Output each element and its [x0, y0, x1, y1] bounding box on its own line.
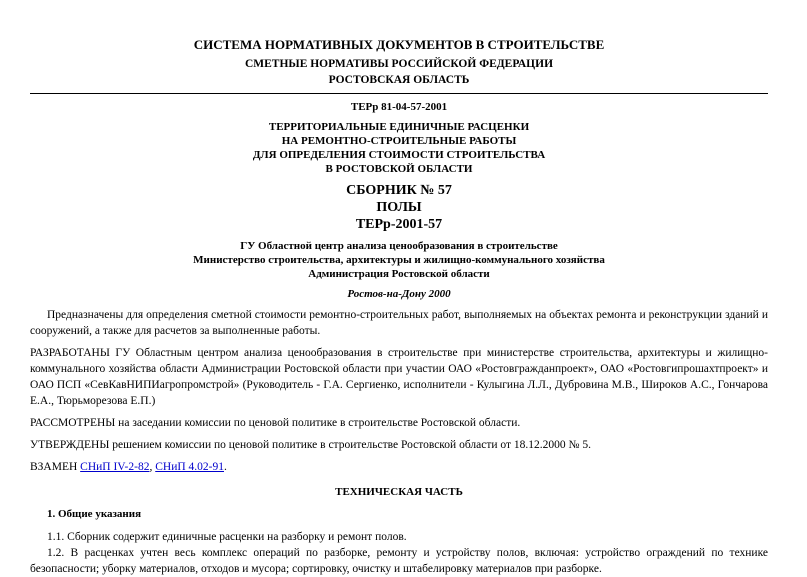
collection-code: ТЕРр-2001-57: [355, 217, 443, 232]
snip-iv-2-82-link[interactable]: СНиП IV-2-82: [80, 461, 150, 473]
title-line3: ДЛЯ ОПРЕДЕЛЕНИЯ СТОИМОСТИ СТРОИТЕЛЬСТВА: [252, 149, 546, 161]
collection-name: ПОЛЫ: [376, 200, 422, 215]
clause-1-1: 1.1. Сборник содержит единичные расценки на разборку и ремонт полов.: [47, 531, 407, 543]
norms-heading-line2: РОСТОВСКАЯ ОБЛАСТЬ: [328, 74, 470, 86]
collection-number: СБОРНИК № 57: [346, 183, 452, 198]
title-line1: ТЕРРИТОРИАЛЬНЫЕ ЕДИНИЧНЫЕ РАСЦЕНКИ: [268, 121, 530, 133]
replaces-paragraph: [30, 459, 768, 475]
developed-paragraph: РАЗРАБОТАНЫ ГУ Областным центром анализа ценообразования в строительстве при министерстве строительства, архитектуры и жилищно-коммунального хозяйства области Администрации Ростовской области при участии ОАО «Ростовгражданпроект», ОАО «Ростовгипрошахтпроект» и ОАО ПСП «СевКавНИПИагропромстрой» (Руководитель - Г.А. Сергиенко, исполнители - Кулыгина Л.Л., Дубровина М.В., Широков А.С., Гончарова Е.А., Тюрьморезова Е.П.): [30, 347, 768, 407]
org-line1: ГУ Областной центр анализа ценообразования в строительстве: [240, 240, 558, 252]
header-divider: [30, 93, 768, 94]
link-separator: ,: [149, 461, 156, 473]
section-1-heading: 1. Общие указания: [47, 508, 142, 520]
document-page: [30, 36, 768, 577]
approved-paragraph: УТВЕРЖДЕНЫ решением комиссии по ценовой политике в строительстве Ростовской области от 18.12.2000 № 5.: [30, 439, 592, 451]
replaces-label: ВЗАМЕН: [30, 461, 81, 473]
org-line2: Министерство строительства, архитектуры и жилищно-коммунального хозяйства: [193, 254, 605, 266]
purpose-paragraph: Предназначены для определения сметной стоимости ремонтно-строительных работ, выполняемых на объектах ремонта и реконструкции зданий и сооружений, а также для расчетов за выполненные работы.: [30, 309, 768, 337]
title-line2: НА РЕМОНТНО-СТРОИТЕЛЬНЫЕ РАБОТЫ: [281, 135, 517, 147]
norms-heading-line1: СМЕТНЫЕ НОРМАТИВЫ РОССИЙСКОЙ ФЕДЕРАЦИИ: [244, 58, 554, 70]
tech-part-heading: ТЕХНИЧЕСКАЯ ЧАСТЬ: [335, 486, 463, 498]
snip-4-02-91-link[interactable]: СНиП 4.02-91: [155, 461, 224, 473]
org-line3: Администрация Ростовской области: [308, 268, 490, 280]
doc-code: ТЕРр 81-04-57-2001: [350, 101, 448, 113]
reviewed-paragraph: РАССМОТРЕНЫ на заседании комиссии по ценовой политике в строительстве Ростовской области.: [30, 417, 521, 429]
title-line4: В РОСТОВСКОЙ ОБЛАСТИ: [325, 163, 473, 175]
place-year: Ростов-на-Дону 2000: [347, 288, 451, 300]
clause-1-2: 1.2. В расценках учтен весь комплекс операций по разборке, ремонту и устройству полов, включая: устройство ограждений по технике безопасности; уборку материалов, отходов и мусора; сортировку, очистку и штабелировку материалов при разборке.: [30, 547, 768, 575]
system-heading: СИСТЕМА НОРМАТИВНЫХ ДОКУМЕНТОВ В СТРОИТЕЛЬСТВЕ: [193, 37, 605, 52]
replaces-end: .: [224, 461, 227, 473]
